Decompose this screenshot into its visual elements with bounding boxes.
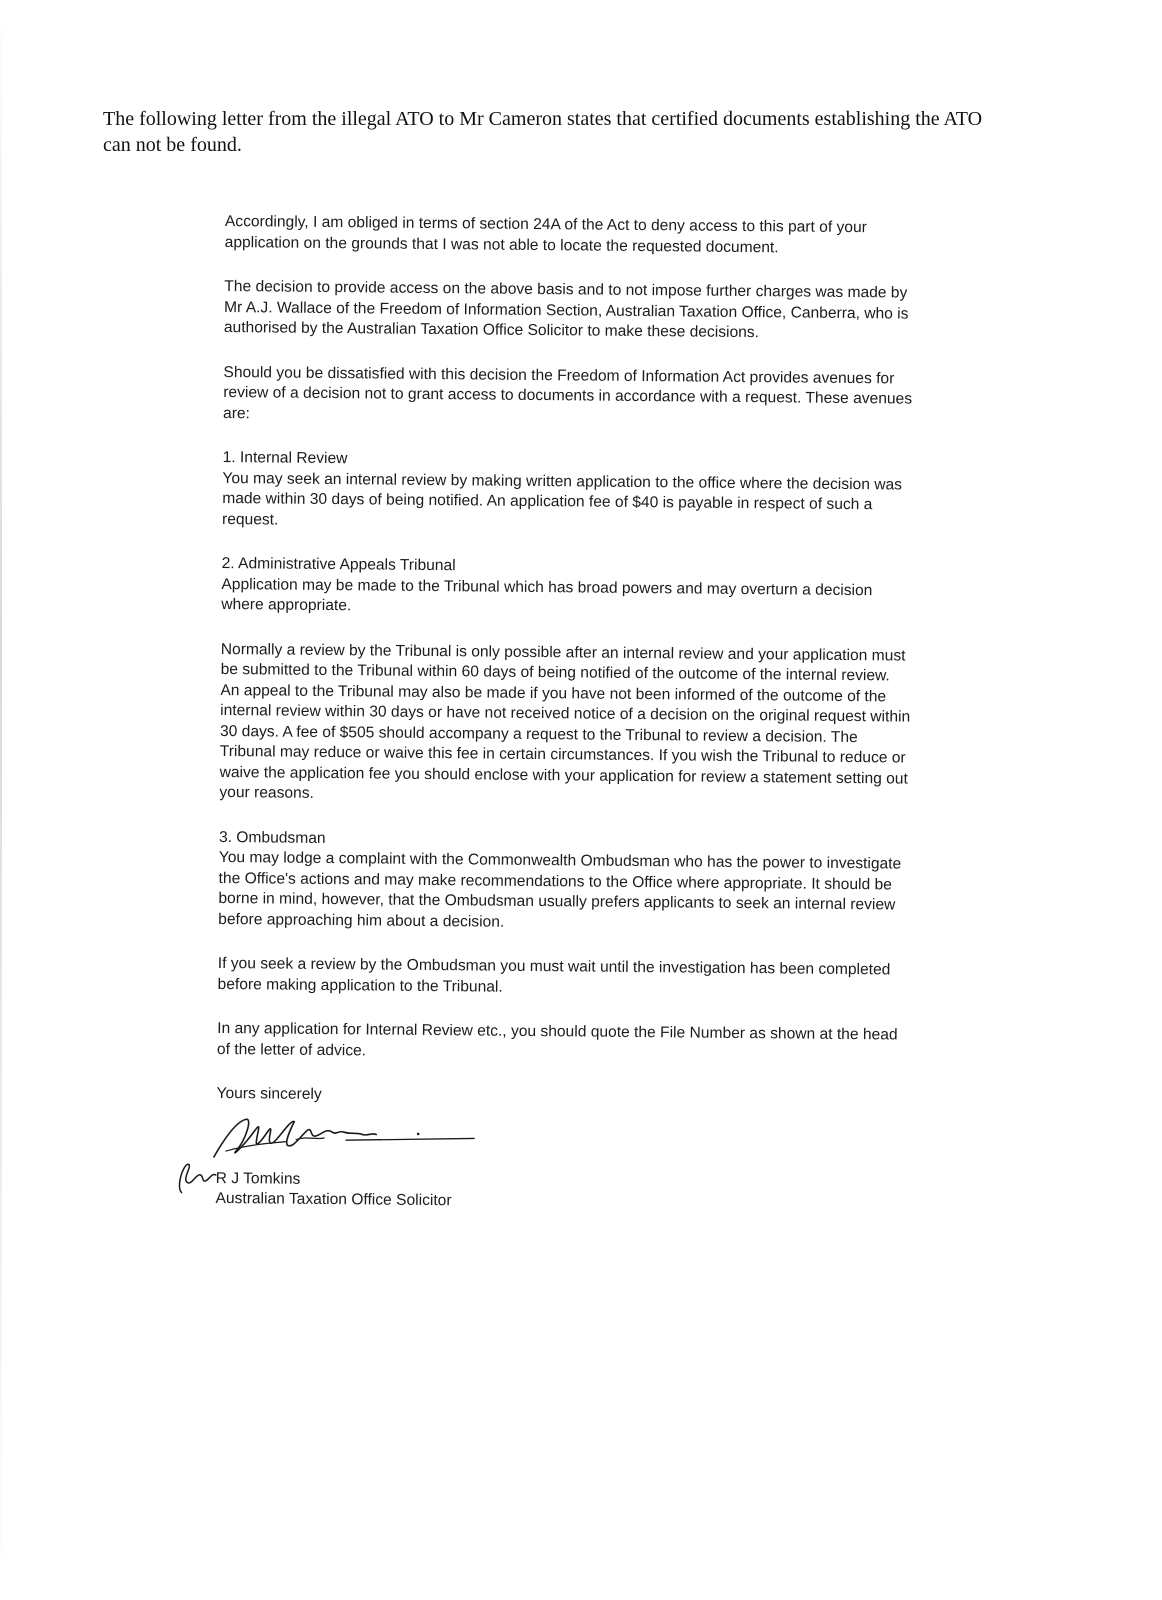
paragraph-decision-maker: The decision to provide access on the above basis and to not impose further charges was made by Mr A.J. Wallace of the Freedom of Information Section, Australian Taxation Office, Canberra, who is authorised by the Australian Taxation Office Solicitor to make these decisions. [223,277,909,342]
paragraph-review-avenues: Should you be dissatisfied with this decision the Freedom of Information Act provides avenues for review of a decision not to grant access to documents in accordance with a request. These avenues are: [222,363,913,422]
signer-block [215,1168,905,1216]
paragraph-ombudsman-review: If you seek a review by the Ombudsman you must wait until the investigation has been completed before making application to the Tribunal. [217,954,891,996]
intro-text: The following letter from the illegal ATO to Mr Cameron states that certified documents establishing the ATO can not be found. [103,108,983,156]
signer-title: Australian Taxation Office Solicitor [215,1189,452,1210]
paragraph-file-number: In any application for Internal Review etc., you should quote the File Number as shown at the head of the letter of advice. [216,1019,898,1059]
heading-ombudsman: 3. Ombudsman [218,828,326,847]
paragraph-tribunal: Normally a review by the Tribunal is only possible after an internal review and your application must be submitted to the Tribunal within 60 days of being notified of the outcome of the internal review. An appeal to the Tribunal may also be made if you have not been informed of the outcome of the internal review within 30 days or have not received notice of a decision on the original request within 30 days. A fee of $505 should accompany a request to the Tribunal to review a decision. The Tribunal may reduce or waive this fee in certain circumstances. If you wish the Tribunal to reduce or waive the application fee you should enclose with your application for review a statement setting out your reasons. [219,640,911,802]
intro-caption [103,106,1003,158]
closing-salutation: Yours sincerely [216,1084,322,1103]
letter-body [215,212,915,1216]
heading-internal-review: 1. Internal Review [222,448,348,468]
heading-aat: 2. Administrative Appeals Tribunal [221,554,456,575]
scan-edge [0,0,2,1600]
signature-scribble [206,1108,487,1171]
paragraph-deny-access: Accordingly, I am obliged in terms of section 24A of the Act to deny access to this part of your application on the grounds that I was not able to locate the requested document. [224,212,867,256]
handwritten-signature [206,1108,907,1175]
body-internal-review: You may seek an internal review by making written application to the office where the decision was made within 30 days of being notified. An application fee of $40 is payable in respect of such a request. [221,469,903,529]
signer-name: R J Tomkins [215,1169,301,1188]
body-aat: Application may be made to the Tribunal which has broad powers and may overturn a decision where appropriate. [221,575,873,615]
body-ombudsman: You may lodge a complaint with the Commonwealth Ombudsman who has the power to investigate the Office's actions and may make recommendations to the Office where appropriate. It should be borne in mind, however, that the Ombudsman usually prefers applicants to seek an internal review before approaching him about a decision. [218,848,902,931]
for-signature-mark [174,1158,220,1201]
